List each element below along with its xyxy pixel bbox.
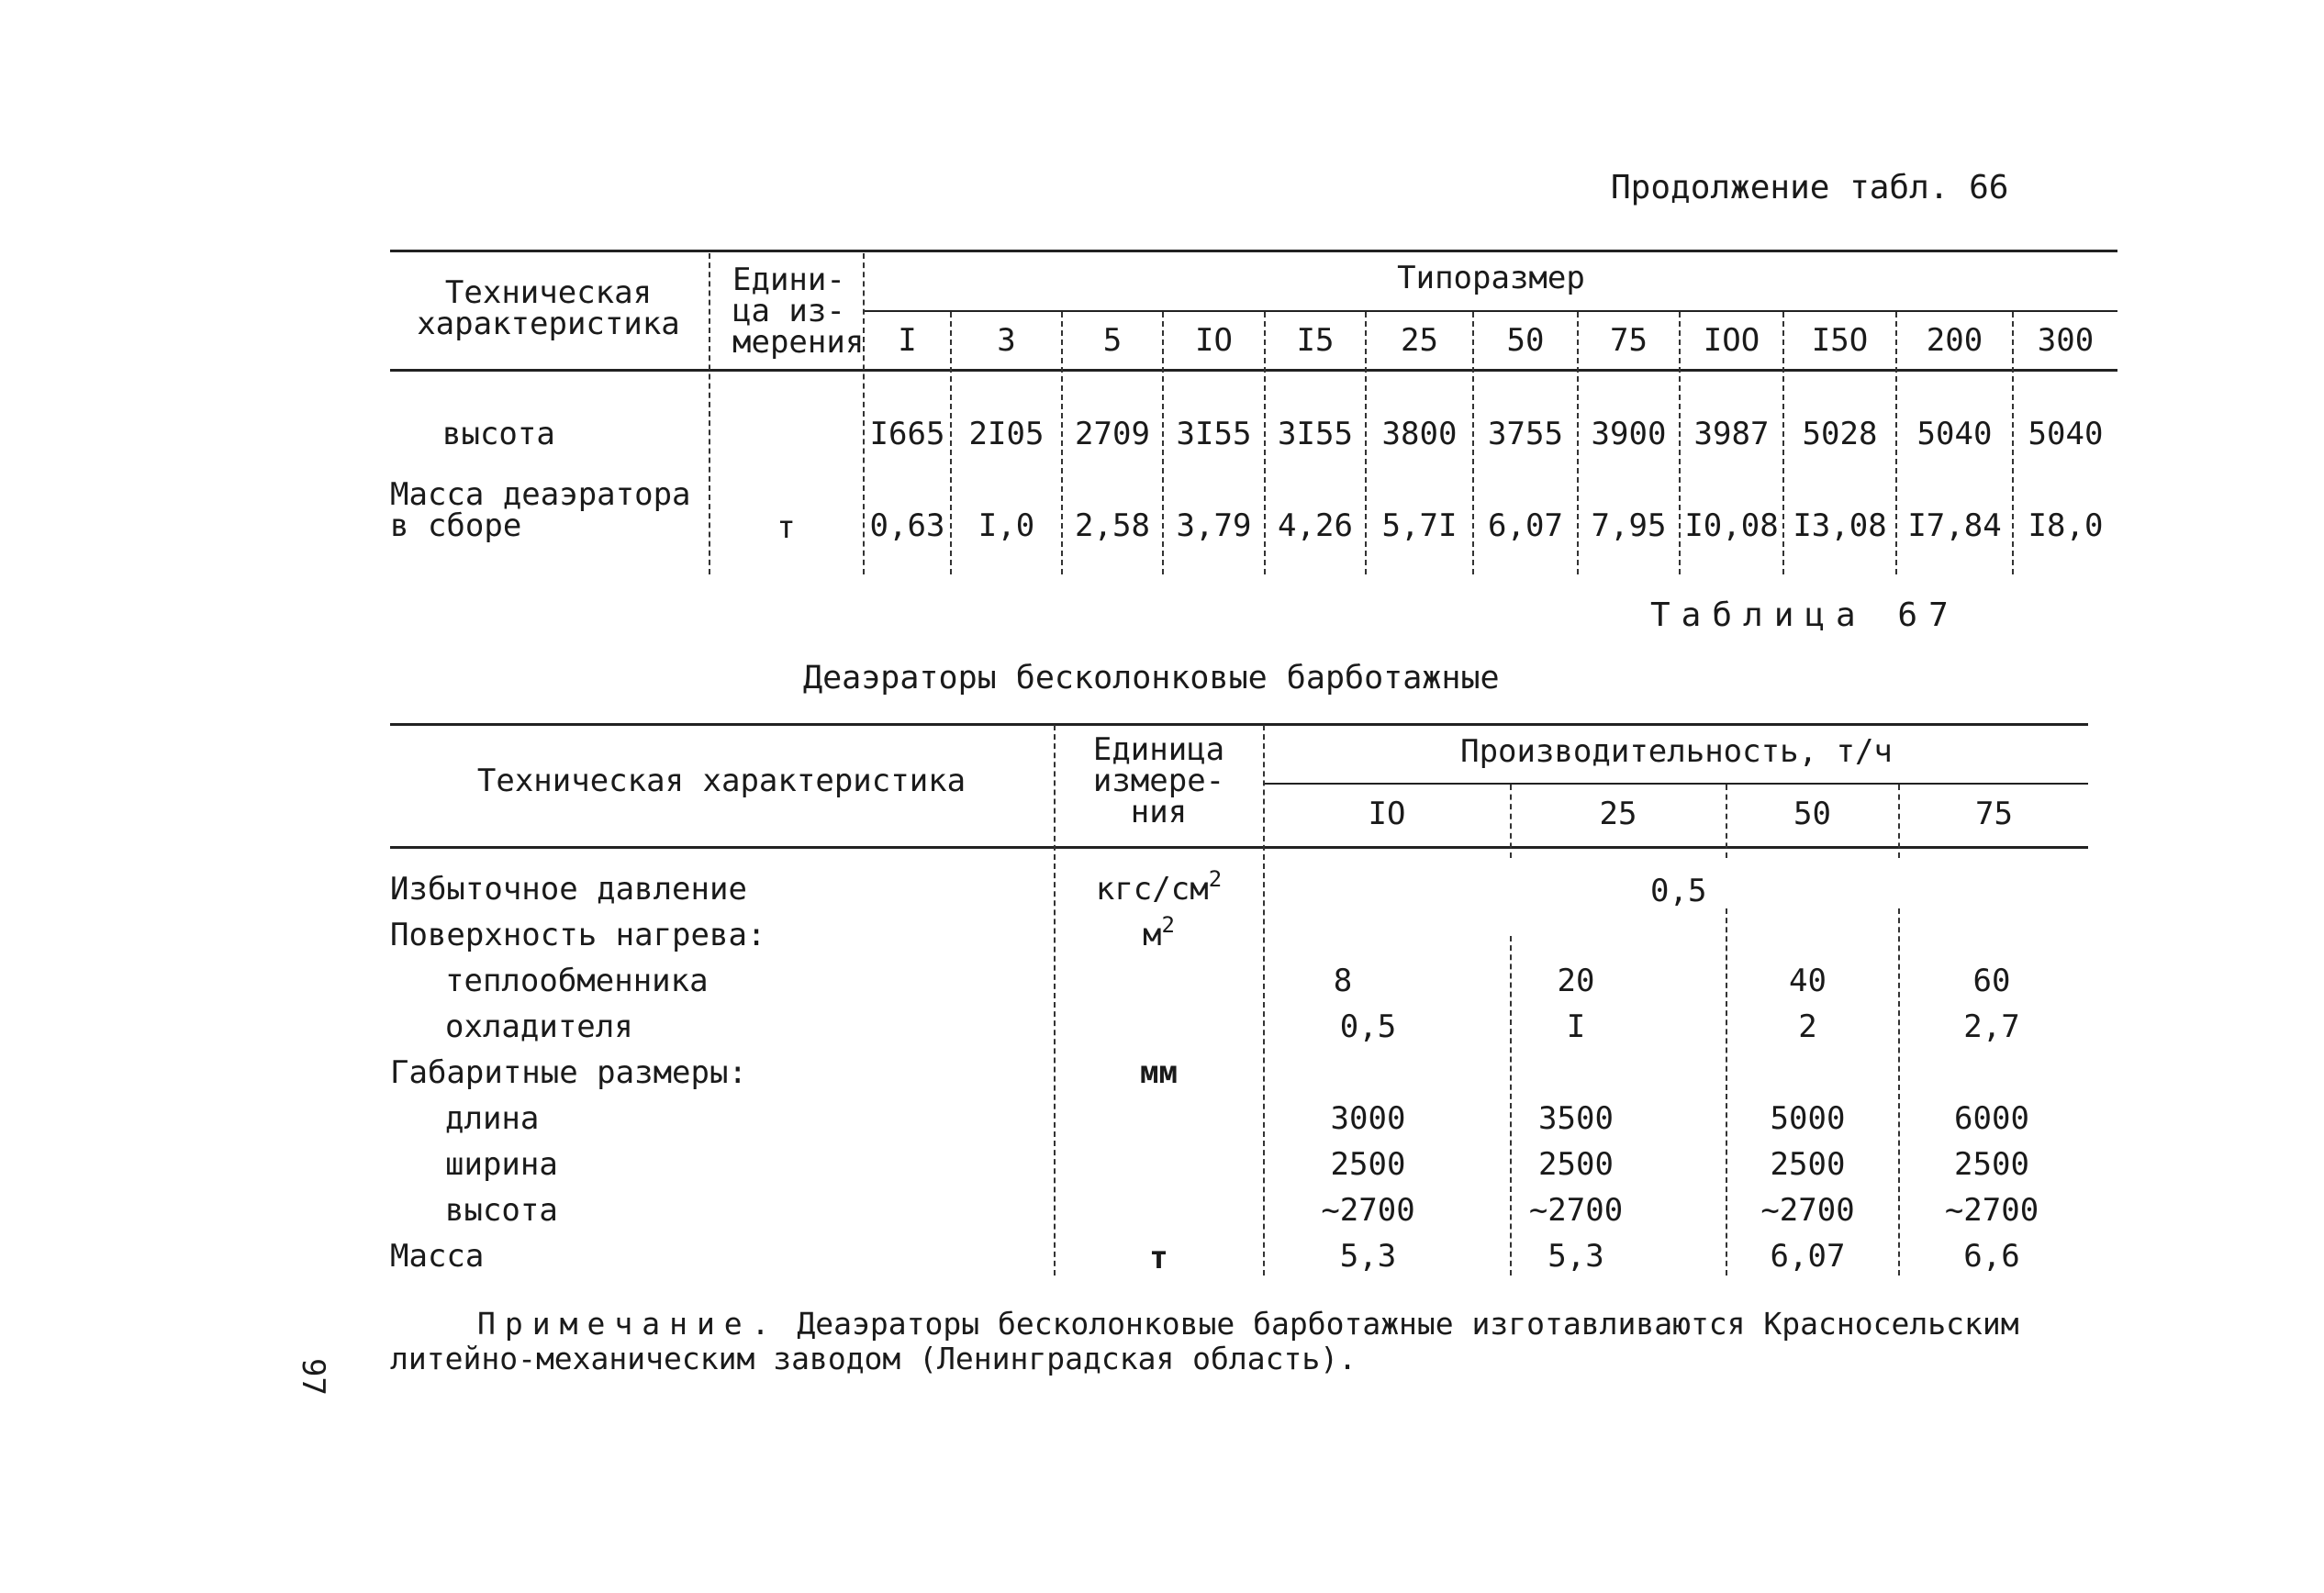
note-text-1: Деаэраторы бесколонковые барботажные изготавливаются Красносельским — [797, 1306, 2019, 1342]
t67-unit: т — [1149, 1240, 1168, 1276]
t67-capacity: 50 — [1793, 796, 1831, 832]
t67-cell: 2500 — [1770, 1146, 1846, 1183]
t66-cell: 5,7I — [1381, 507, 1458, 544]
t66-size: 25 — [1401, 322, 1438, 359]
t66-size: 5 — [1102, 322, 1123, 359]
t67-merged-cell: 0,5 — [1650, 873, 1707, 909]
t66-cell: 5040 — [1916, 416, 1993, 452]
t67-row-label: теплообменника — [445, 963, 709, 999]
t66-cell: 6,07 — [1488, 507, 1563, 544]
t67-cell: 5000 — [1770, 1100, 1846, 1137]
t66-cell: 5028 — [1802, 416, 1878, 452]
note-prefix: Примечание. — [477, 1306, 779, 1342]
t66-cell: 2I05 — [968, 416, 1045, 452]
t66-cell: 3755 — [1488, 416, 1563, 452]
t67-header-unit-1: Единица — [1092, 731, 1225, 768]
t66-size: I5O — [1811, 322, 1869, 359]
t67-row-label: ширина — [445, 1146, 558, 1183]
t67-cell: 40 — [1789, 963, 1827, 999]
t67-cell: 3500 — [1538, 1100, 1614, 1137]
t66-size: IO — [1195, 322, 1233, 359]
t66-cell: I8,0 — [2028, 507, 2104, 544]
t66-cell: 2,58 — [1075, 507, 1150, 544]
t67-cell: 5,3 — [1339, 1238, 1397, 1275]
t67-cell: 6,6 — [1963, 1238, 2020, 1275]
t66-size: I5 — [1296, 322, 1335, 359]
t66-cell: 0,63 — [869, 507, 945, 544]
t67-cell: 2500 — [1954, 1146, 2029, 1183]
t66-cell: 3800 — [1381, 416, 1458, 452]
continuation-caption: Продолжение табл. 66 — [1611, 169, 2009, 206]
t66-cell: 3I55 — [1176, 416, 1252, 452]
t67-cell: 3000 — [1330, 1100, 1406, 1137]
t66-cell: 4,26 — [1278, 507, 1353, 544]
note-line-2: литейно-механическим заводом (Ленинградская область). — [390, 1341, 1357, 1376]
t67-cell: 5,3 — [1547, 1238, 1604, 1275]
t66-size: 200 — [1926, 322, 1983, 359]
t66-size: IOO — [1703, 322, 1760, 359]
t66-header-characteristic-1: Техническая — [444, 274, 653, 311]
t66-size: 75 — [1610, 322, 1648, 359]
t67-header-unit-2: измере- — [1092, 763, 1225, 799]
t66-cell: I3,08 — [1793, 507, 1887, 544]
t67-unit: мм — [1140, 1054, 1178, 1091]
t66-header-unit-1: Едини- — [732, 262, 845, 298]
t66-header-characteristic-2: характеристика — [417, 306, 680, 342]
t66-cell: I665 — [869, 416, 945, 452]
t66-cell: 3900 — [1591, 416, 1667, 452]
t67-row-label: Масса — [390, 1238, 485, 1275]
t67-cell: 2500 — [1538, 1146, 1614, 1183]
t67-capacity: IO — [1368, 796, 1406, 832]
t67-capacity: 75 — [1975, 796, 2013, 832]
table-67-title: Деаэраторы бесколонковые барботажные — [803, 660, 1500, 696]
t67-cell: 2,7 — [1963, 1008, 2020, 1045]
t67-cell: 6000 — [1954, 1100, 2029, 1137]
t67-row-label: длина — [445, 1100, 540, 1137]
t67-cell: 0,5 — [1339, 1008, 1397, 1045]
table-67-label: Таблица 67 — [1650, 596, 1960, 634]
t66-cell: 3,79 — [1176, 507, 1252, 544]
t67-cell: 8 — [1333, 963, 1353, 999]
t66-size: 300 — [2037, 322, 2095, 359]
t66-unit: т — [777, 509, 796, 546]
t67-cell: ~2700 — [1528, 1192, 1624, 1229]
t67-cell: 2 — [1798, 1008, 1817, 1045]
t67-cell: 2500 — [1330, 1146, 1406, 1183]
t67-row-label: Поверхность нагрева: — [390, 917, 766, 953]
t66-header-unit-2: ца из- — [732, 293, 845, 329]
note-line-1 — [477, 1307, 2019, 1342]
t66-row-label: Масса деаэратора — [390, 476, 691, 513]
t66-row-label: высота — [442, 416, 555, 452]
t67-row-label: Избыточное давление — [390, 871, 747, 908]
t66-size: I — [898, 322, 917, 359]
t67-cell: 6,07 — [1770, 1238, 1846, 1275]
t66-header-unit-3: мерения — [732, 324, 865, 361]
t67-header-characteristic: Техническая характеристика — [476, 763, 966, 799]
t67-cell: 20 — [1557, 963, 1595, 999]
t67-cell: 60 — [1972, 963, 2011, 999]
t66-cell: 3987 — [1693, 416, 1770, 452]
t67-unit: кгс/$см^2$ — [1095, 866, 1223, 908]
t66-size: 3 — [997, 322, 1016, 359]
t66-cell: I7,84 — [1907, 507, 2002, 544]
t66-size: 50 — [1506, 322, 1545, 359]
t67-cell: ~2700 — [1944, 1192, 2039, 1229]
t67-capacity: 25 — [1599, 796, 1637, 832]
t67-unit: $м^2$ — [1143, 912, 1175, 953]
t66-cell: 2709 — [1075, 416, 1150, 452]
t66-cell: I0,08 — [1684, 507, 1779, 544]
page-number: 97 — [295, 1358, 331, 1396]
t67-header-group: Производительность, т/ч — [1460, 733, 1893, 770]
t66-cell: 7,95 — [1591, 507, 1667, 544]
t67-cell: I — [1566, 1008, 1586, 1045]
t66-row-label: в сборе — [390, 507, 522, 544]
t66-cell: I,0 — [978, 507, 1035, 544]
t67-row-label: высота — [445, 1192, 558, 1229]
t67-cell: ~2700 — [1760, 1192, 1855, 1229]
t67-row-label: охладителя — [445, 1008, 633, 1045]
t66-cell: 3I55 — [1278, 416, 1353, 452]
t66-header-group: Типоразмер — [1397, 260, 1585, 296]
t67-header-unit-3: ния — [1130, 794, 1188, 830]
t67-row-label: Габаритные размеры: — [390, 1054, 747, 1091]
t66-cell: 5040 — [2028, 416, 2104, 452]
t67-cell: ~2700 — [1321, 1192, 1415, 1229]
